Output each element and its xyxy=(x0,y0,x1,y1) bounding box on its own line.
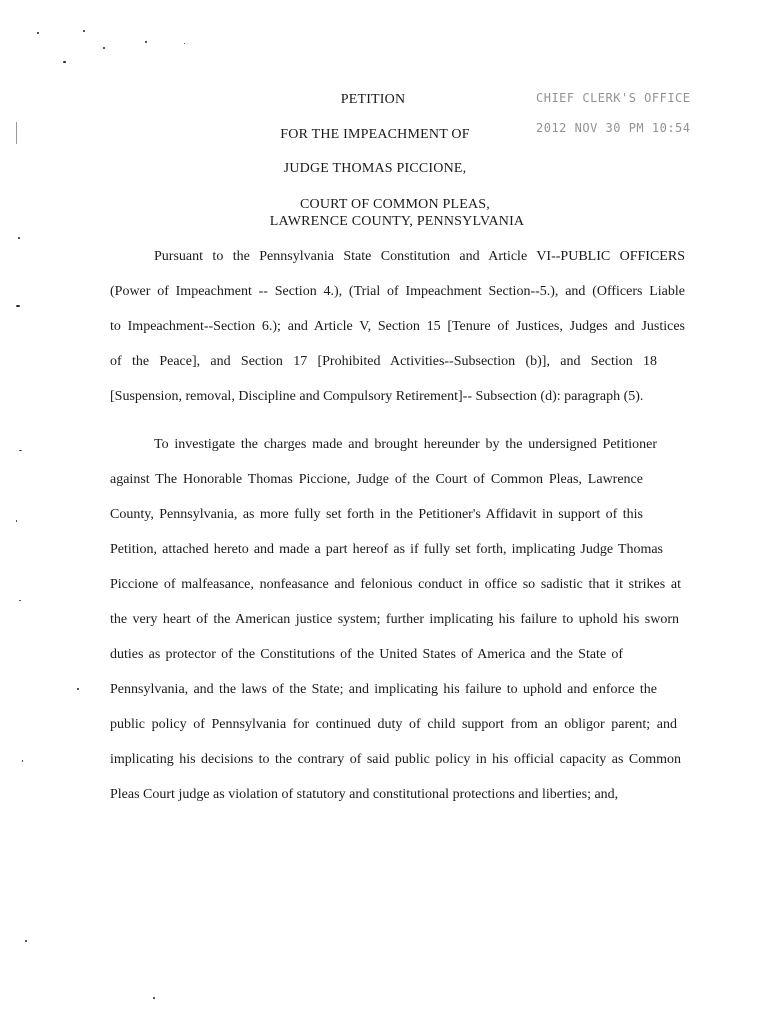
filing-stamp-office: CHIEF CLERK'S OFFICE xyxy=(536,91,691,105)
scan-speck xyxy=(16,520,17,522)
paragraph-2-line: the very heart of the American justice system; further implicating his failure to uphold his sworn xyxy=(110,612,679,627)
paragraph-2-line: against The Honorable Thomas Piccione, Judge of the Court of Common Pleas, Lawrence xyxy=(110,472,643,487)
scan-speck xyxy=(16,305,20,307)
scan-speck xyxy=(145,41,147,43)
document-subtitle: FOR THE IMPEACHMENT OF xyxy=(280,127,470,142)
county-heading: LAWRENCE COUNTY, PENNSYLVANIA xyxy=(269,214,525,229)
scan-speck xyxy=(19,450,22,451)
paragraph-1-line: [Suspension, removal, Discipline and Compulsory Retirement]-- Subsection (d): paragraph (5). xyxy=(110,389,644,404)
paragraph-2-line: Petition, attached hereto and made a part hereof as if fully set forth, implicating Judge Thomas xyxy=(110,542,663,557)
document-title: PETITION xyxy=(340,92,406,107)
scan-speck xyxy=(18,237,20,239)
paragraph-2-line: implicating his decisions to the contrary of said public policy in his official capacity as Common xyxy=(110,752,681,767)
paragraph-2-line: Piccione of malfeasance, nonfeasance and felonious conduct in office so sadistic that it strikes at xyxy=(110,577,681,592)
paragraph-1-line: Pursuant to the Pennsylvania State Constitution and Article VI--PUBLIC OFFICERS xyxy=(154,249,685,264)
scan-speck xyxy=(184,43,185,44)
scan-speck xyxy=(63,61,66,63)
judge-name-heading: JUDGE THOMAS PICCIONE, xyxy=(283,161,467,176)
paragraph-2-line: duties as protector of the Constitutions of the United States of America and the State of xyxy=(110,647,623,662)
filing-stamp-date: 2012 NOV 30 PM 10:54 xyxy=(536,121,691,135)
court-heading: COURT OF COMMON PLEAS, xyxy=(299,197,490,212)
paragraph-2-line: public policy of Pennsylvania for continued duty of child support from an obligor parent; and xyxy=(110,717,677,732)
scan-speck xyxy=(37,32,39,34)
paragraph-2-line: Pleas Court judge as violation of statutory and constitutional protections and liberties; and, xyxy=(110,787,619,802)
scan-speck xyxy=(103,47,105,49)
scan-speck xyxy=(25,940,27,942)
scan-speck xyxy=(83,30,85,32)
paragraph-2-line: County, Pennsylvania, as more fully set forth in the Petitioner's Affidavit in support of this xyxy=(110,507,643,522)
paragraph-1-line: to Impeachment--Section 6.); and Article V, Section 15 [Tenure of Justices, Judges and Justices xyxy=(110,319,685,334)
scan-speck xyxy=(22,760,23,762)
scan-speck xyxy=(153,997,155,999)
paragraph-2-line: Pennsylvania, and the laws of the State; and implicating his failure to uphold and enforce the xyxy=(110,682,657,697)
paragraph-1-line: (Power of Impeachment -- Section 4.), (Trial of Impeachment Section--5.), and (Officers Liable xyxy=(110,284,685,299)
scan-speck xyxy=(77,688,79,690)
paragraph-2-line: To investigate the charges made and brought hereunder by the undersigned Petitioner xyxy=(154,437,657,452)
scan-speck xyxy=(19,600,21,601)
paragraph-1-line: of the Peace], and Section 17 [Prohibited Activities--Subsection (b)], and Section 18 xyxy=(110,354,657,369)
